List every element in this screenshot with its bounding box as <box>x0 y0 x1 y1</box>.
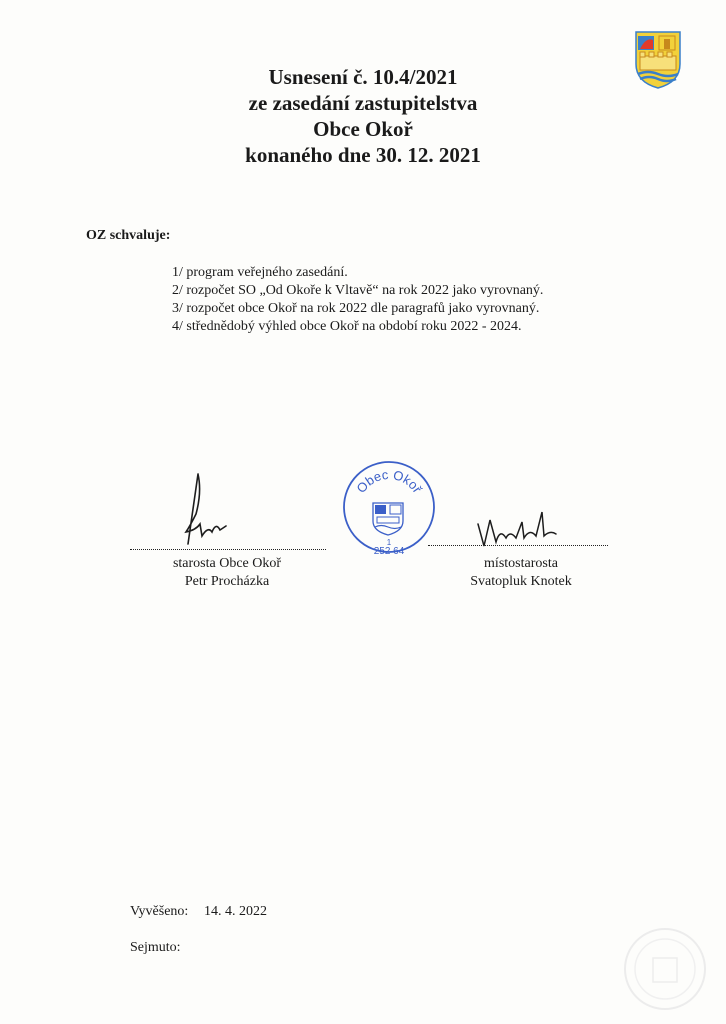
removed-label: Sejmuto: <box>130 940 181 955</box>
posted-date: 14. 4. 2022 <box>204 904 267 919</box>
list-item: 1/ program veřejného zasedání. <box>172 265 348 280</box>
signatory-name: Petr Procházka <box>184 574 270 589</box>
title-line: Obce Okoř <box>313 117 413 141</box>
list-item: 4/ střednědobý výhled obce Okoř na období roku 2022 - 2024. <box>172 319 522 334</box>
list-item: 2/ rozpočet SO „Od Okoře k Vltavě“ na rok 2022 jako vyrovnaný. <box>172 283 544 298</box>
signatory-role: místostarosta <box>484 556 558 571</box>
stamp-top-text: Obec Okoř <box>353 466 426 496</box>
signature-line-right <box>428 545 608 546</box>
approval-heading: OZ schvaluje: <box>86 228 171 243</box>
posted-label: Vyvěšeno: <box>130 904 189 919</box>
document-title <box>0 64 726 168</box>
signature-block-deputy <box>446 555 596 591</box>
signature-block-mayor <box>152 555 302 591</box>
signature-line-left <box>130 549 326 550</box>
svg-text:Obec Okoř <box>353 467 425 496</box>
official-stamp <box>341 459 437 555</box>
signatory-role: starosta Obce Okoř <box>172 556 282 571</box>
title-line: ze zasedání zastupitelstva <box>248 91 478 115</box>
title-line: konaného dne 30. 12. 2021 <box>245 143 481 167</box>
embossed-seal-icon <box>620 924 710 1014</box>
posting-info <box>130 903 267 975</box>
approval-list <box>172 264 543 336</box>
list-item: 3/ rozpočet obce Okoř na rok 2022 dle paragrafů jako vyrovnaný. <box>172 301 540 316</box>
signatory-name: Svatopluk Knotek <box>470 574 572 589</box>
title-line: Usnesení č. 10.4/2021 <box>268 65 458 89</box>
deputy-signature-icon <box>474 508 560 550</box>
stamp-postcode: 252 64 <box>373 546 405 555</box>
stamp-emblem-icon <box>373 503 403 535</box>
mayor-signature-icon <box>176 470 236 552</box>
stamp-number: 1 <box>386 538 392 547</box>
